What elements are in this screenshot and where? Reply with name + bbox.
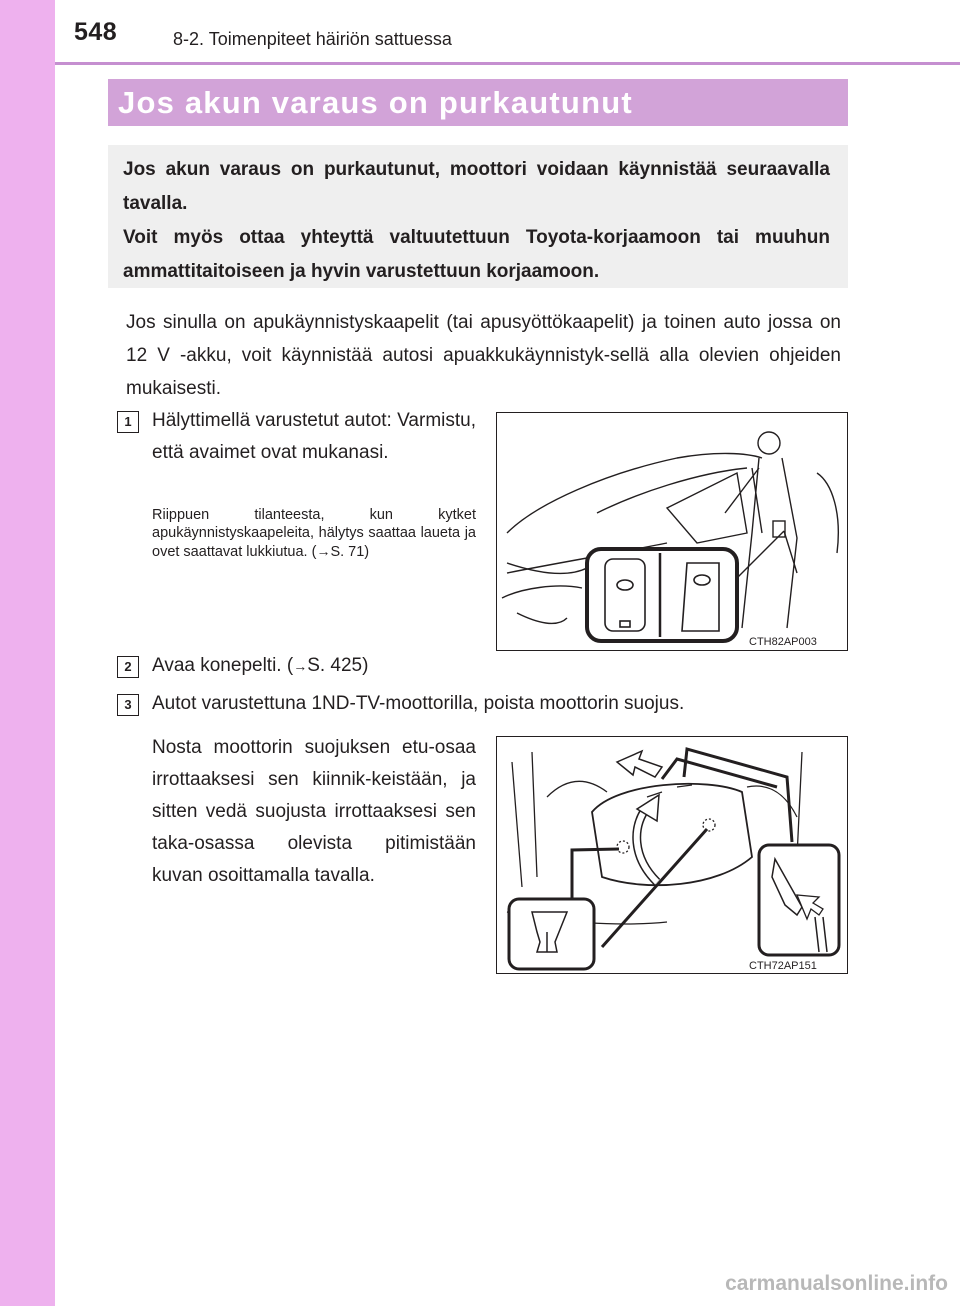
figure-engine-cover xyxy=(496,736,848,974)
chapter-title: 8-2. Toimenpiteet häiriön sattuessa xyxy=(173,29,452,49)
step-3-detail: Nosta moottorin suojuksen etu-osaa irrottaaksesi sen kiinnik-keistään, ja sitten vedä suojusta irrottaaksesi sen taka-osassa olevista pitimistään kuvan osoittamalla tavalla. xyxy=(152,737,476,886)
step-1-badge: 1 xyxy=(117,411,139,433)
arrow-icon: → xyxy=(293,658,308,674)
arrow-icon: → xyxy=(316,543,331,559)
page-number: 548 xyxy=(74,18,118,46)
step-1-note-ref-open: ( xyxy=(311,544,317,560)
step-1-note xyxy=(152,506,476,561)
step-2-text: Avaa konepelti. ( xyxy=(152,655,294,676)
intro-paragraph-1: Jos akun varaus on purkautunut, moottori voidaan käynnistää seuraavalla tavalla. xyxy=(123,159,830,214)
step-2-ref[interactable]: S. 425) xyxy=(307,655,369,676)
step-2-badge: 2 xyxy=(117,656,139,678)
car-key-illustration xyxy=(497,413,847,650)
step-3-text: Autot varustettuna 1ND-TV-moottorilla, poista moottorin suojus. xyxy=(152,693,685,714)
body-paragraph: Jos sinulla on apukäynnistyskaapelit (tai apusyöttökaapelit) ja toinen auto jossa on 12 V -akku, voit käynnistää autosi apuakkukäynnistyk-sellä alla olevien ohjeiden mukaisesti. xyxy=(126,312,841,399)
figure-2-code: CTH72AP151 xyxy=(749,960,817,972)
figure-1-code: CTH82AP003 xyxy=(749,636,817,648)
step-1-note-ref[interactable]: S. 71) xyxy=(330,544,370,560)
engine-cover-illustration xyxy=(497,737,847,973)
section-title: Jos akun varaus on purkautunut xyxy=(108,79,848,126)
side-tab-strip xyxy=(0,0,55,1306)
watermark: carmanualsonline.info xyxy=(725,1272,948,1295)
figure-car-with-key xyxy=(496,412,848,651)
step-1-text: Hälyttimellä varustetut autot: Varmistu, että avaimet ovat mukanasi. xyxy=(152,410,476,463)
step-3-badge: 3 xyxy=(117,694,139,716)
header-divider xyxy=(55,62,960,65)
step-1-note-text: Riippuen tilanteesta, kun kytket apukäynnistyskaapeleita, hälytys saattaa laueta ja ovet saattavat lukkiutua. xyxy=(152,507,476,560)
intro-paragraph-2: Voit myös ottaa yhteyttä valtuutettuun Toyota-korjaamoon tai muuhun ammattitaitoiseen ja hyvin varustettuun korjaamoon. xyxy=(123,227,830,282)
intro-box xyxy=(108,145,848,288)
step-2-line xyxy=(152,655,368,677)
